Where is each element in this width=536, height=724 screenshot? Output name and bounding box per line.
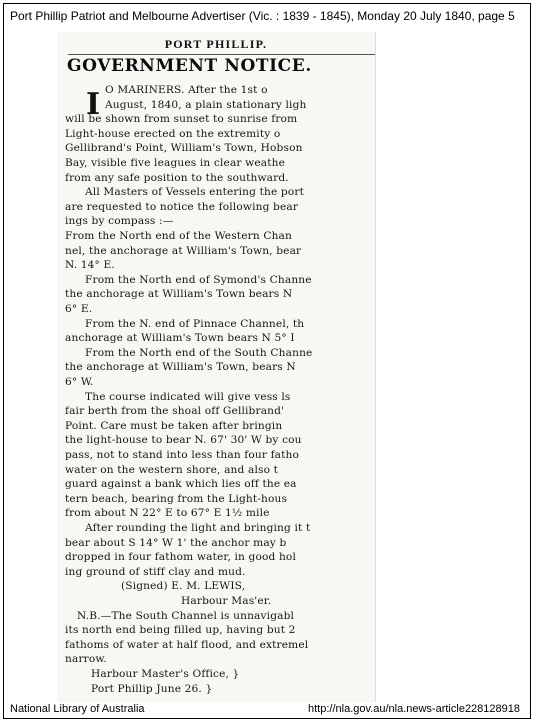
notice-line: the light-house to bear N. 67' 30' W by cou bbox=[65, 434, 302, 447]
notice-line: Harbour Mas'er. bbox=[181, 595, 272, 607]
notice-line: From the N. end of Pinnace Channel, th bbox=[85, 317, 305, 330]
notice-line: Port Phillip June 26. } bbox=[91, 682, 213, 695]
notice-line: O MARINERS. After the 1st o bbox=[105, 84, 268, 96]
notice-line: the anchorage at William's Town, bears N bbox=[65, 361, 296, 374]
notice-line: After rounding the light and bringing it t bbox=[85, 522, 311, 534]
notice-line: All Masters of Vessels entering the port bbox=[85, 186, 304, 199]
notice-line: Gellibrand's Point, William's Town, Hobson bbox=[65, 142, 303, 155]
notice-line: tern beach, bearing from the Light-hous bbox=[65, 492, 288, 505]
notice-line: are requested to notice the following bear bbox=[65, 200, 299, 213]
notice-line: nel, the anchorage at William's Town, bear bbox=[65, 244, 302, 257]
notice-line: dropped in four fathom water, in good hol bbox=[65, 551, 296, 564]
notice-title: GOVERNMENT NOTICE. bbox=[67, 56, 312, 76]
citation-header: Port Phillip Patriot and Melbourne Advertiser (Vic. : 1839 - 1845), Monday 20 July 1840, page 5 bbox=[10, 9, 515, 23]
notice-line: fathoms of water at half flood, and extremel bbox=[65, 638, 309, 651]
notice-line: its north end being filled up, having but 2 bbox=[65, 624, 296, 637]
notice-line: 6° E. bbox=[65, 303, 93, 315]
newspaper-clipping bbox=[57, 32, 376, 702]
notice-line: will be shown from sunset to sunrise from bbox=[65, 113, 298, 126]
notice-line: (Signed) E. M. LEWIS, bbox=[121, 580, 246, 593]
notice-line: From the North end of the Western Chan bbox=[65, 230, 292, 242]
notice-line: bear about S 14° W 1' the anchor may b bbox=[65, 536, 287, 549]
notice-line: from any safe position to the southward. bbox=[65, 171, 289, 184]
divider-rule bbox=[68, 54, 375, 55]
notice-line: 6° W. bbox=[65, 376, 94, 388]
notice-line: August, 1840, a plain stationary ligh bbox=[105, 98, 307, 111]
notice-line: guard against a bank which lies off the ea bbox=[65, 478, 297, 491]
clipping-text bbox=[57, 32, 375, 702]
notice-line: N. 14° E. bbox=[65, 259, 115, 272]
notice-line: Light-house erected on the extremity o bbox=[65, 127, 281, 140]
notice-line: Bay, visible five leagues in clear weathe bbox=[65, 157, 286, 169]
notice-line: fair berth from the shoal off Gellibrand' bbox=[65, 405, 285, 418]
notice-line: narrow. bbox=[65, 653, 107, 666]
notice-line: Harbour Master's Office, } bbox=[91, 668, 240, 680]
notice-line: From the North end of Symond's Channe bbox=[85, 273, 312, 286]
notice-line: ings by compass :— bbox=[65, 215, 174, 228]
notice-line: Point. Care must be taken after bringin bbox=[65, 419, 283, 432]
notice-line: anchorage at William's Town bears N 5° I bbox=[65, 332, 295, 345]
notice-line: from about N 22° E to 67° E 1½ mile bbox=[65, 507, 270, 520]
notice-line: The course indicated will give vess ls bbox=[85, 390, 291, 403]
footer-article-url[interactable]: http://nla.gov.au/nla.news-article228128918 bbox=[308, 703, 520, 715]
drop-cap: I bbox=[86, 87, 101, 122]
notice-line: water on the western shore, and also t bbox=[65, 463, 279, 476]
notice-line: N.B.—The South Channel is unnavigabl bbox=[77, 609, 295, 622]
notice-line: From the North end of the South Channe bbox=[85, 346, 313, 359]
notice-line: ing ground of stiff clay and mud. bbox=[65, 565, 246, 578]
notice-line: pass, not to stand into less than four fatho bbox=[65, 449, 300, 461]
place-heading: PORT PHILLIP. bbox=[164, 37, 268, 51]
footer-library-name: National Library of Australia bbox=[10, 703, 145, 715]
notice-line: the anchorage at William's Town bears N bbox=[65, 288, 293, 301]
